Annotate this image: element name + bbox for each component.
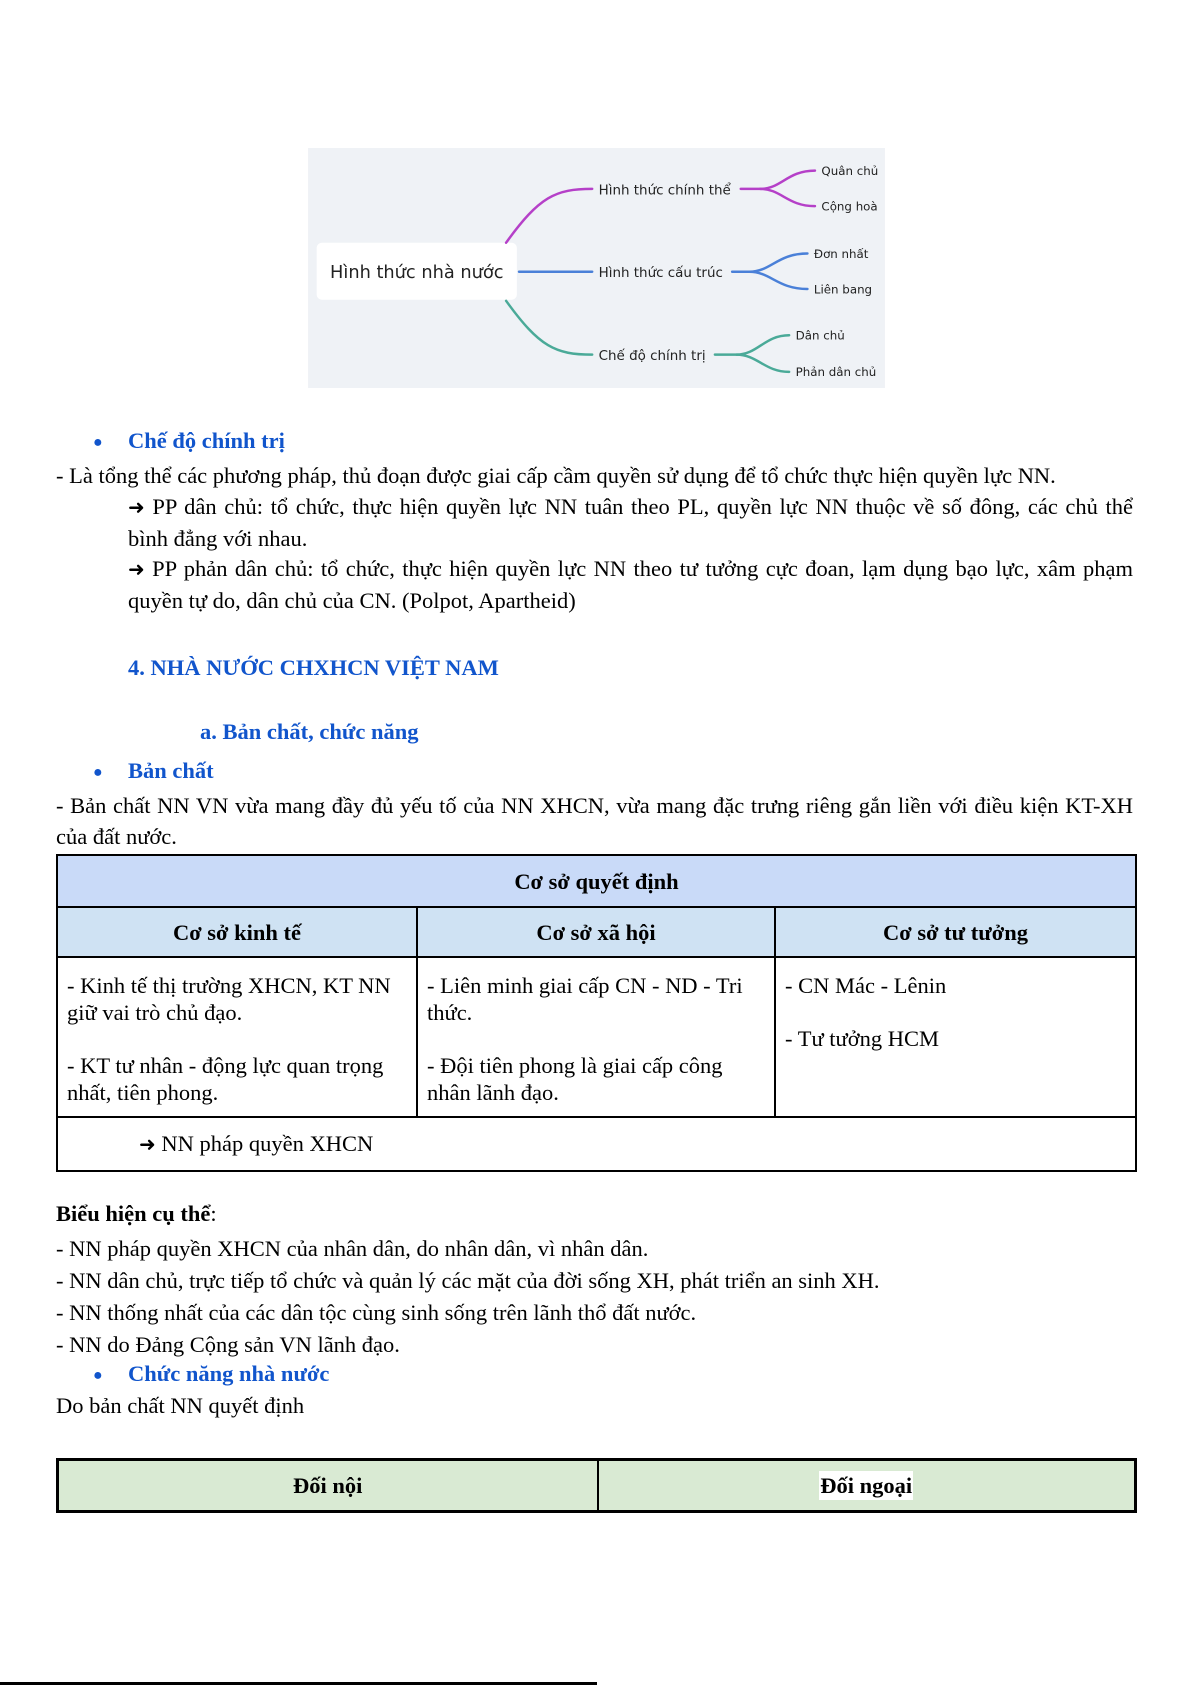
column-header: Đối ngoại: [598, 1460, 1136, 1512]
leaf-label: Liên bang: [813, 282, 873, 297]
list-item: - NN thống nhất của các dân tộc cùng sinh sống trên lãnh thổ đất nước.: [56, 1300, 697, 1325]
arrow-icon: ➜: [128, 557, 145, 581]
branch-label: Hình thức chính thể: [598, 183, 731, 199]
section-subtitle: a. Bản chất, chức năng: [200, 719, 419, 744]
ban-chat-text: - Bản chất NN VN vừa mang đầy đủ yếu tố của NN XHCN, vừa mang đặc trưng riêng gắn liền với điều kiện KT-XH của đất nước.: [56, 793, 1133, 849]
definition-text: - Là tổng thể các phương pháp, thủ đoạn được giai cấp cầm quyền sử dụng để tổ chức thực hiện quyền lực NN.: [56, 463, 1056, 488]
bullet-icon: ●: [93, 1367, 103, 1384]
table-cell: - Kinh tế thị trường XHCN, KT NN giữ vai trò chủ đạo. - KT tư nhân - động lực quan trọng nhất, tiên phong.: [57, 957, 417, 1117]
point-text: PP phản dân chủ: tổ chức, thực hiện quyền lực NN theo tư tưởng cực đoan, lạm dụng bạo lực, xâm phạm quyền tự do, dân chủ của CN. (Polpot, Apartheid): [128, 556, 1134, 613]
column-header: Cơ sở xã hội: [417, 907, 775, 957]
column-header: Đối nội: [58, 1460, 598, 1512]
list-item: - NN do Đảng Cộng sản VN lãnh đạo.: [56, 1332, 400, 1357]
mindmap-diagram: [308, 148, 885, 388]
point-text: PP dân chủ: tổ chức, thực hiện quyền lực NN tuân theo PL, quyền lực NN thuộc về số đông, các chủ thể bình đẳng với nhau.: [128, 494, 1133, 551]
leaf-label: Đơn nhất: [813, 246, 869, 261]
table-footer: [57, 1117, 1136, 1171]
bullet-icon: ●: [93, 764, 103, 781]
arrow-icon: ➜: [139, 1132, 156, 1156]
bieu-hien-label: Biểu hiện cụ thể:: [56, 1201, 217, 1226]
heading-che-do-chinh-tri: Chế độ chính trị: [128, 428, 285, 453]
footer-text: NN pháp quyền XHCN: [161, 1131, 374, 1156]
section-title: 4. NHÀ NƯỚC CHXHCN VIỆT NAM: [128, 655, 499, 680]
table-cell: - CN Mác - Lênin - Tư tưởng HCM: [775, 957, 1136, 1117]
bullet-icon: ●: [93, 434, 103, 451]
branch-label: Chế độ chính trị: [598, 349, 706, 365]
table-title: Cơ sở quyết định: [57, 855, 1136, 907]
chuc-nang-table: [56, 1458, 1137, 1513]
list-item: - NN pháp quyền XHCN của nhân dân, do nhân dân, vì nhân dân.: [56, 1236, 649, 1261]
column-header: Cơ sở kinh tế: [57, 907, 417, 957]
point-phan-dan-chu: [128, 553, 1133, 616]
mindmap-root-label: Hình thức nhà nước: [330, 263, 504, 284]
leaf-label: Dân chủ: [795, 328, 845, 343]
list-item: - NN dân chủ, trực tiếp tổ chức và quản lý các mặt của đời sống XH, phát triển an sinh XH.: [56, 1268, 880, 1293]
bieu-hien-list: [56, 1233, 880, 1361]
leaf-label: Cộng hoà: [821, 199, 878, 214]
chuc-nang-text: Do bản chất NN quyết định: [56, 1393, 305, 1418]
co-so-quyet-dinh-table: [56, 854, 1137, 1172]
table-cell: - Liên minh giai cấp CN - ND - Tri thức. - Đội tiên phong là giai cấp công nhân lãnh đạo.: [417, 957, 775, 1117]
leaf-label: Phản dân chủ: [795, 365, 877, 380]
heading-chuc-nang: Chức năng nhà nước: [128, 1361, 330, 1386]
heading-ban-chat: Bản chất: [128, 758, 214, 783]
branch-label: Hình thức cấu trúc: [598, 266, 723, 282]
column-header: Cơ sở tư tưởng: [775, 907, 1136, 957]
arrow-icon: ➜: [128, 495, 145, 519]
leaf-label: Quân chủ: [821, 163, 879, 178]
point-dan-chu: [128, 491, 1133, 554]
